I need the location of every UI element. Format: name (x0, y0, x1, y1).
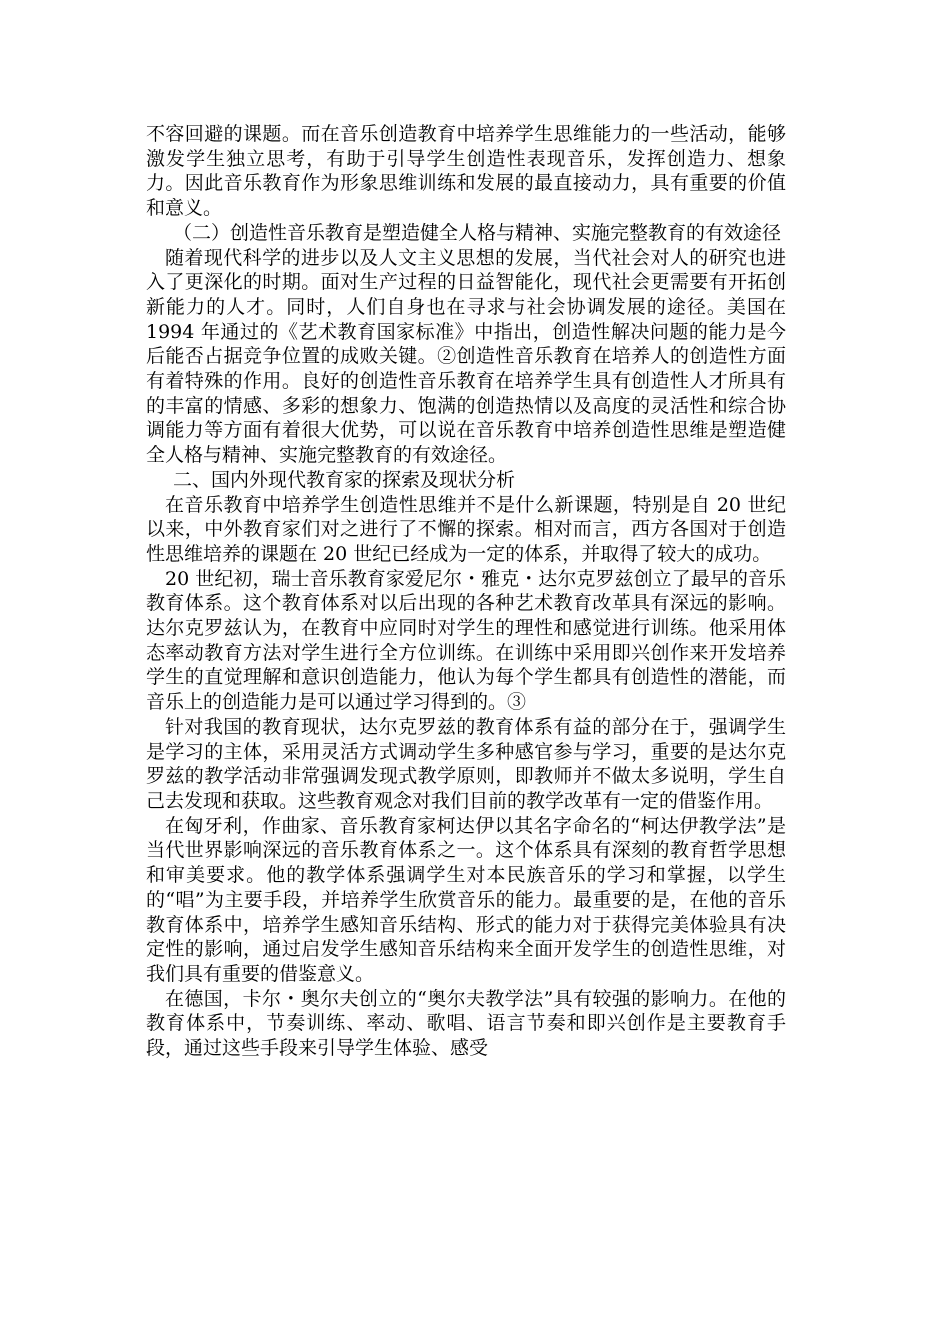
body-paragraph: 随着现代科学的进步以及人文主义思想的发展，当代社会对人的研究也进入了更深化的时期。面对生产过程的日益智能化，现代社会更需要有开拓创新能力的人才。同时，人们自身也在寻求与社会协调发展的途径。美国在 1994 年通过的《艺术教育国家标准》中指出，创造性解决问题的能力是今后能否占据竞争位置的成败关键。②创造性音乐教育在培养人的创造性方面有着特殊的作用。良好的创造性音乐教育在培养学生具有创造性人才所具有的丰富的情感、多彩的想象力、饱满的创造热情以及高度的灵活性和综合协调能力等方面有着很大优势，可以说在音乐教育中培养创造性思维是塑造健全人格与精神、实施完整教育的有效途径。 (146, 246, 786, 467)
body-paragraph: 20 世纪初，瑞士音乐教育家爱尼尔・雅克・达尔克罗兹创立了最早的音乐教育体系。这个教育体系对以后出现的各种艺术教育改革具有深远的影响。达尔克罗兹认为，在教育中应同时对学生的理性和感觉进行训练。他采用体态率动教育方法对学生进行全方位训练。在训练中采用即兴创作来开发培养学生的直觉理解和意识创造能力，他认为每个学生都具有创造性的潜能，而音乐上的创造能力是可以通过学习得到的。③ (146, 567, 786, 714)
body-paragraph: 在音乐教育中培养学生创造性思维并不是什么新课题，特别是自 20 世纪以来，中外教育家们对之进行了不懈的探索。相对而言，西方各国对于创造性思维培养的课题在 20 世纪已经成为一定的体系，并取得了较大的成功。 (146, 493, 786, 565)
paragraph-continuation: 不容回避的课题。而在音乐创造教育中培养学生思维能力的一些活动，能够激发学生独立思考，有助于引导学生创造性表现音乐，发挥创造力、想象力。因此音乐教育作为形象思维训练和发展的最直接动力，具有重要的价值和意义。 (146, 123, 786, 220)
section-heading: 二、国内外现代教育家的探索及现状分析 (173, 468, 516, 491)
body-paragraph: 在德国，卡尔・奥尔夫创立的“奥尔夫教学法”具有较强的影响力。在他的教育体系中，节奏训练、率动、歌唱、语言节奏和即兴创作是主要教育手段，通过这些手段来引导学生体验、感受 (146, 987, 786, 1060)
body-paragraph: 针对我国的教育现状，达尔克罗兹的教育体系有益的部分在于，强调学生是学习的主体，采用灵活方式调动学生多种感官参与学习，重要的是达尔克罗兹的教学活动非常强调发现式教学原则，即教师并不做太多说明，学生自己去发现和获取。这些教育观念对我们目前的教学改革有一定的借鉴作用。 (146, 715, 786, 812)
body-paragraph: 在匈牙利，作曲家、音乐教育家柯达伊以其名字命名的“柯达伊教学法”是当代世界影响深远的音乐教育体系之一。这个体系具有深刻的教育哲学思想和审美要求。他的教学体系强调学生对本民族音乐的学习和掌握，以学生的“唱”为主要手段，并培养学生欣赏音乐的能力。最重要的是，在他的音乐教育体系中，培养学生感知音乐结构、形式的能力对于获得完美体验具有决定性的影响，通过启发学生感知音乐结构来全面开发学生的创造性思维，对我们具有重要的借鉴意义。 (146, 814, 786, 985)
section-subheading: （二）创造性音乐教育是塑造健全人格与精神、实施完整教育的有效途径 (173, 221, 782, 244)
document-page (146, 122, 786, 1061)
